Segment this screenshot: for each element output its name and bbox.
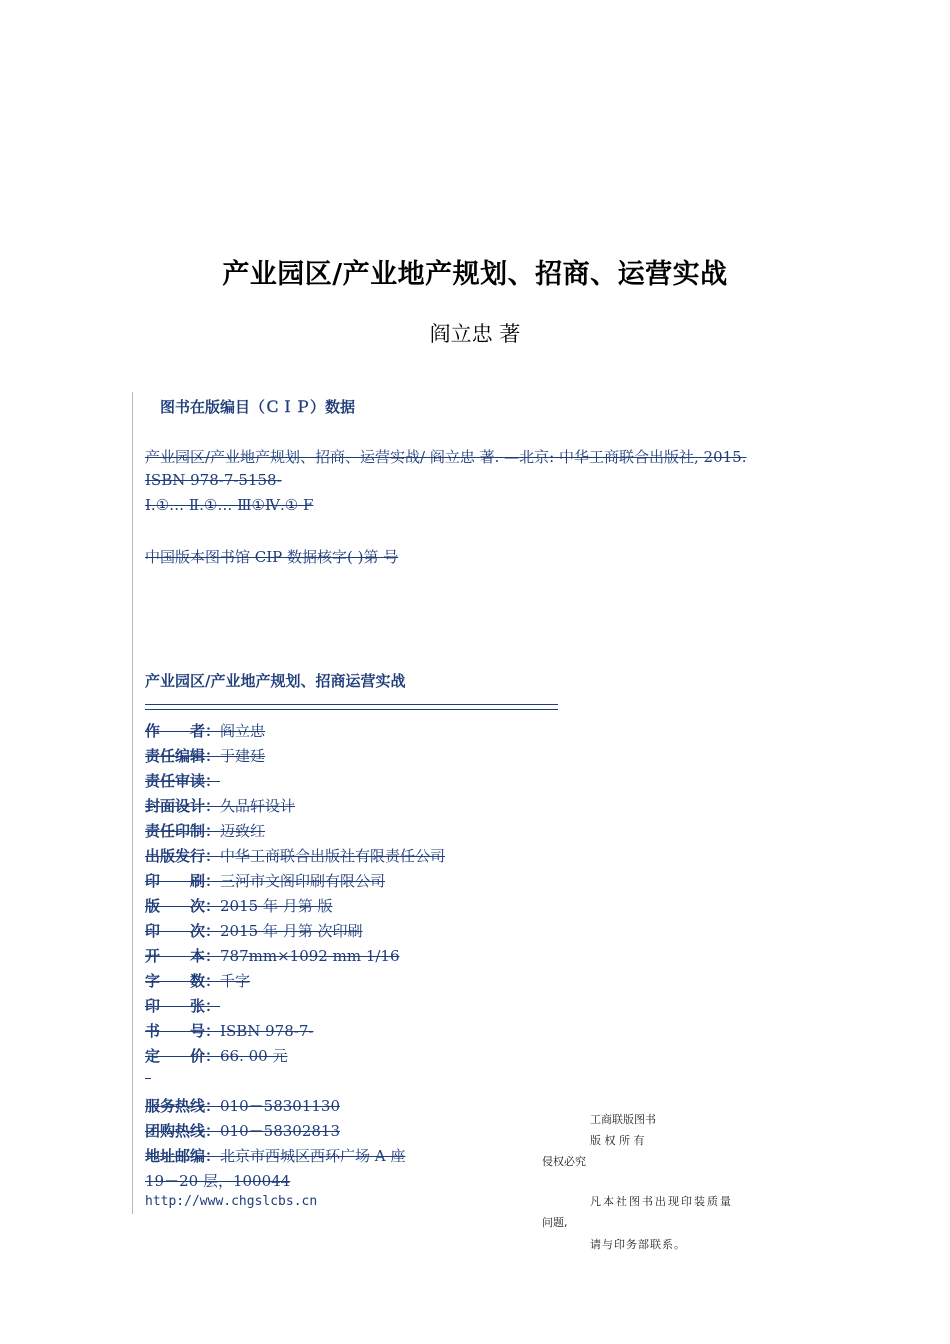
row-value: 010－58302813 [220, 1122, 340, 1140]
row-key: 书 号： [145, 1022, 221, 1040]
book-title: 产业园区/产业地产规划、招商、运营实战 [222, 259, 728, 290]
colophon-row [145, 920, 363, 941]
notice-line: 版 权 所 有 [590, 1134, 645, 1147]
row-key: 地址邮编： [145, 1147, 221, 1165]
notice-line: 请与印务部联系。 [590, 1238, 686, 1251]
notice-line: 工商联版图书 [590, 1113, 656, 1126]
colophon-row [145, 820, 265, 841]
row-key: 开 本： [145, 947, 221, 965]
colophon-row [145, 945, 400, 966]
row-key: 版 次： [145, 897, 221, 915]
colophon-row [145, 845, 445, 866]
cip-line: 产业园区/产业地产规划、招商、运营实战/ 阎立忠 著. —北京: 中华工商联合出版社, 2015. [145, 448, 747, 466]
row-key: 责任印制： [145, 822, 221, 840]
notice-line: 凡本社图书出现印装质量 [590, 1195, 733, 1208]
row-value: ISBN 978-7- [220, 1022, 314, 1040]
colophon-row [145, 970, 250, 991]
cip-line: Ⅰ.①… Ⅱ.①… Ⅲ①Ⅳ.① F [145, 496, 314, 514]
colophon-row [145, 895, 333, 916]
row-key: 定 价： [145, 1047, 221, 1065]
colophon-title: 产业园区/产业地产规划、招商运营实战 [145, 672, 406, 690]
colophon-row [145, 1020, 313, 1041]
margin-line [132, 392, 133, 1214]
row-value: 三河市文阁印刷有限公司 [220, 872, 386, 890]
row-key: 出版发行： [145, 847, 221, 865]
colophon-row [145, 870, 385, 891]
website-link[interactable]: http://www.chgslcbs.cn [145, 1194, 318, 1209]
row-value: 中华工商联合出版社有限责任公司 [220, 847, 446, 865]
contact-row [145, 1145, 405, 1166]
colophon-row [145, 795, 295, 816]
row-key: 服务热线： [145, 1097, 221, 1115]
row-value: 北京市西城区西环广场 A 座 [220, 1147, 406, 1165]
row-value: 787mm×1092 mm 1/16 [220, 947, 400, 965]
notice-line: 问题, [542, 1216, 568, 1229]
row-key: 作 者： [145, 722, 221, 740]
row-key: 团购热线： [145, 1122, 221, 1140]
row-key: 印 刷： [145, 872, 221, 890]
row-key: 封面设计： [145, 797, 221, 815]
double-rule-bottom [145, 709, 558, 710]
contact-row [145, 1120, 340, 1141]
row-key: 印 张： [145, 997, 221, 1015]
row-value: 迈致红 [220, 822, 266, 840]
cip-heading: 图书在版编目（ＣＩＰ）数据 [160, 398, 356, 416]
separator-dash: – [145, 1071, 151, 1085]
colophon-row [145, 770, 220, 791]
cip-line: ISBN 978-7-5158- [145, 471, 282, 489]
row-key: 印 次： [145, 922, 221, 940]
row-value: 2015 年 月第 次印刷 [220, 922, 363, 940]
book-author: 阎立忠 著 [429, 322, 521, 346]
contact-row [145, 1095, 340, 1116]
row-key: 字 数： [145, 972, 221, 990]
row-value: 久品轩设计 [220, 797, 296, 815]
row-value: 66. 00 元 [220, 1047, 288, 1065]
colophon-row [145, 720, 265, 741]
colophon-row [145, 745, 265, 766]
row-key: 责任审读： [145, 772, 221, 790]
row-value: 19－20 层，100044 [145, 1172, 291, 1190]
row-value: 于建廷 [220, 747, 266, 765]
row-value: 千字 [220, 972, 251, 990]
row-value: 010－58301130 [220, 1097, 340, 1115]
cip-line: 中国版本图书馆 CIP 数据核字( )第 号 [145, 548, 399, 566]
notice-line: 侵权必究 [542, 1155, 586, 1168]
contact-row [145, 1170, 290, 1191]
double-rule-top [145, 704, 558, 705]
row-value: 2015 年 月第 版 [220, 897, 333, 915]
row-value: 阎立忠 [220, 722, 266, 740]
colophon-row [145, 1045, 288, 1066]
row-key: 责任编辑： [145, 747, 221, 765]
colophon-row [145, 995, 220, 1016]
